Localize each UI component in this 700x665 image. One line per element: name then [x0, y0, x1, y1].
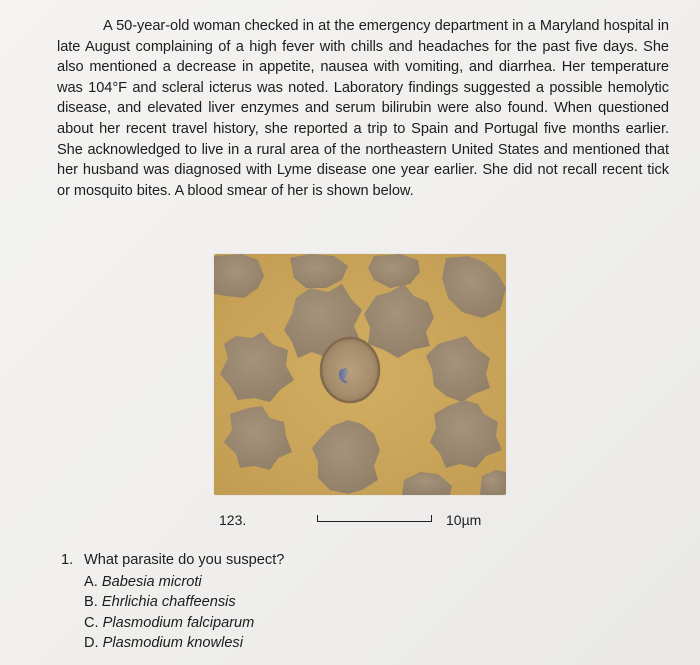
choice-text: Babesia microti — [101, 574, 202, 590]
choice-text: Plasmodium knowlesi — [102, 634, 243, 651]
choice-letter: A. — [84, 574, 98, 590]
choice-d[interactable] — [84, 633, 254, 653]
question-text: What parasite do you suspect? — [84, 552, 285, 568]
choice-letter: C. — [84, 614, 99, 631]
question-prompt — [61, 552, 284, 568]
scale-label: 10µm — [446, 512, 482, 528]
choice-b[interactable] — [84, 592, 254, 612]
scale-bar — [317, 515, 432, 522]
infected-red-blood-cell — [320, 337, 380, 403]
question-number: 1. — [61, 552, 74, 568]
choice-text: Ehrlichia chaffeensis — [101, 594, 236, 611]
answer-choices — [84, 572, 254, 653]
choice-a[interactable] — [84, 572, 254, 592]
choice-c[interactable] — [84, 613, 254, 633]
figure-label: 123. — [219, 512, 247, 528]
blood-smear-image — [214, 254, 506, 495]
choice-text: Plasmodium falciparum — [102, 614, 255, 631]
case-passage: A 50-year-old woman checked in at the emergency department in a Maryland hospital in late August complaining of a high fever with chills and headaches for the past five days. She also mentioned a decrease in appetite, nausea with vomiting, and diarrhea. Her temperature was 104°F and scleral icterus was noted. Laboratory findings suggested a possible hemolytic disease, and elevated liver enzymes and serum bilirubin were also found. When questioned about her recent travel history, she reported a trip to Spain and Portugal five months earlier. She acknowledged to live in a rural area of the northeastern United States and mentioned that her husband was diagnosed with Lyme disease one year earlier. She did not recall recent tick or mosquito bites. A blood smear of her is shown below. — [57, 18, 669, 199]
choice-letter: D. — [84, 634, 99, 651]
choice-letter: B. — [84, 594, 98, 611]
